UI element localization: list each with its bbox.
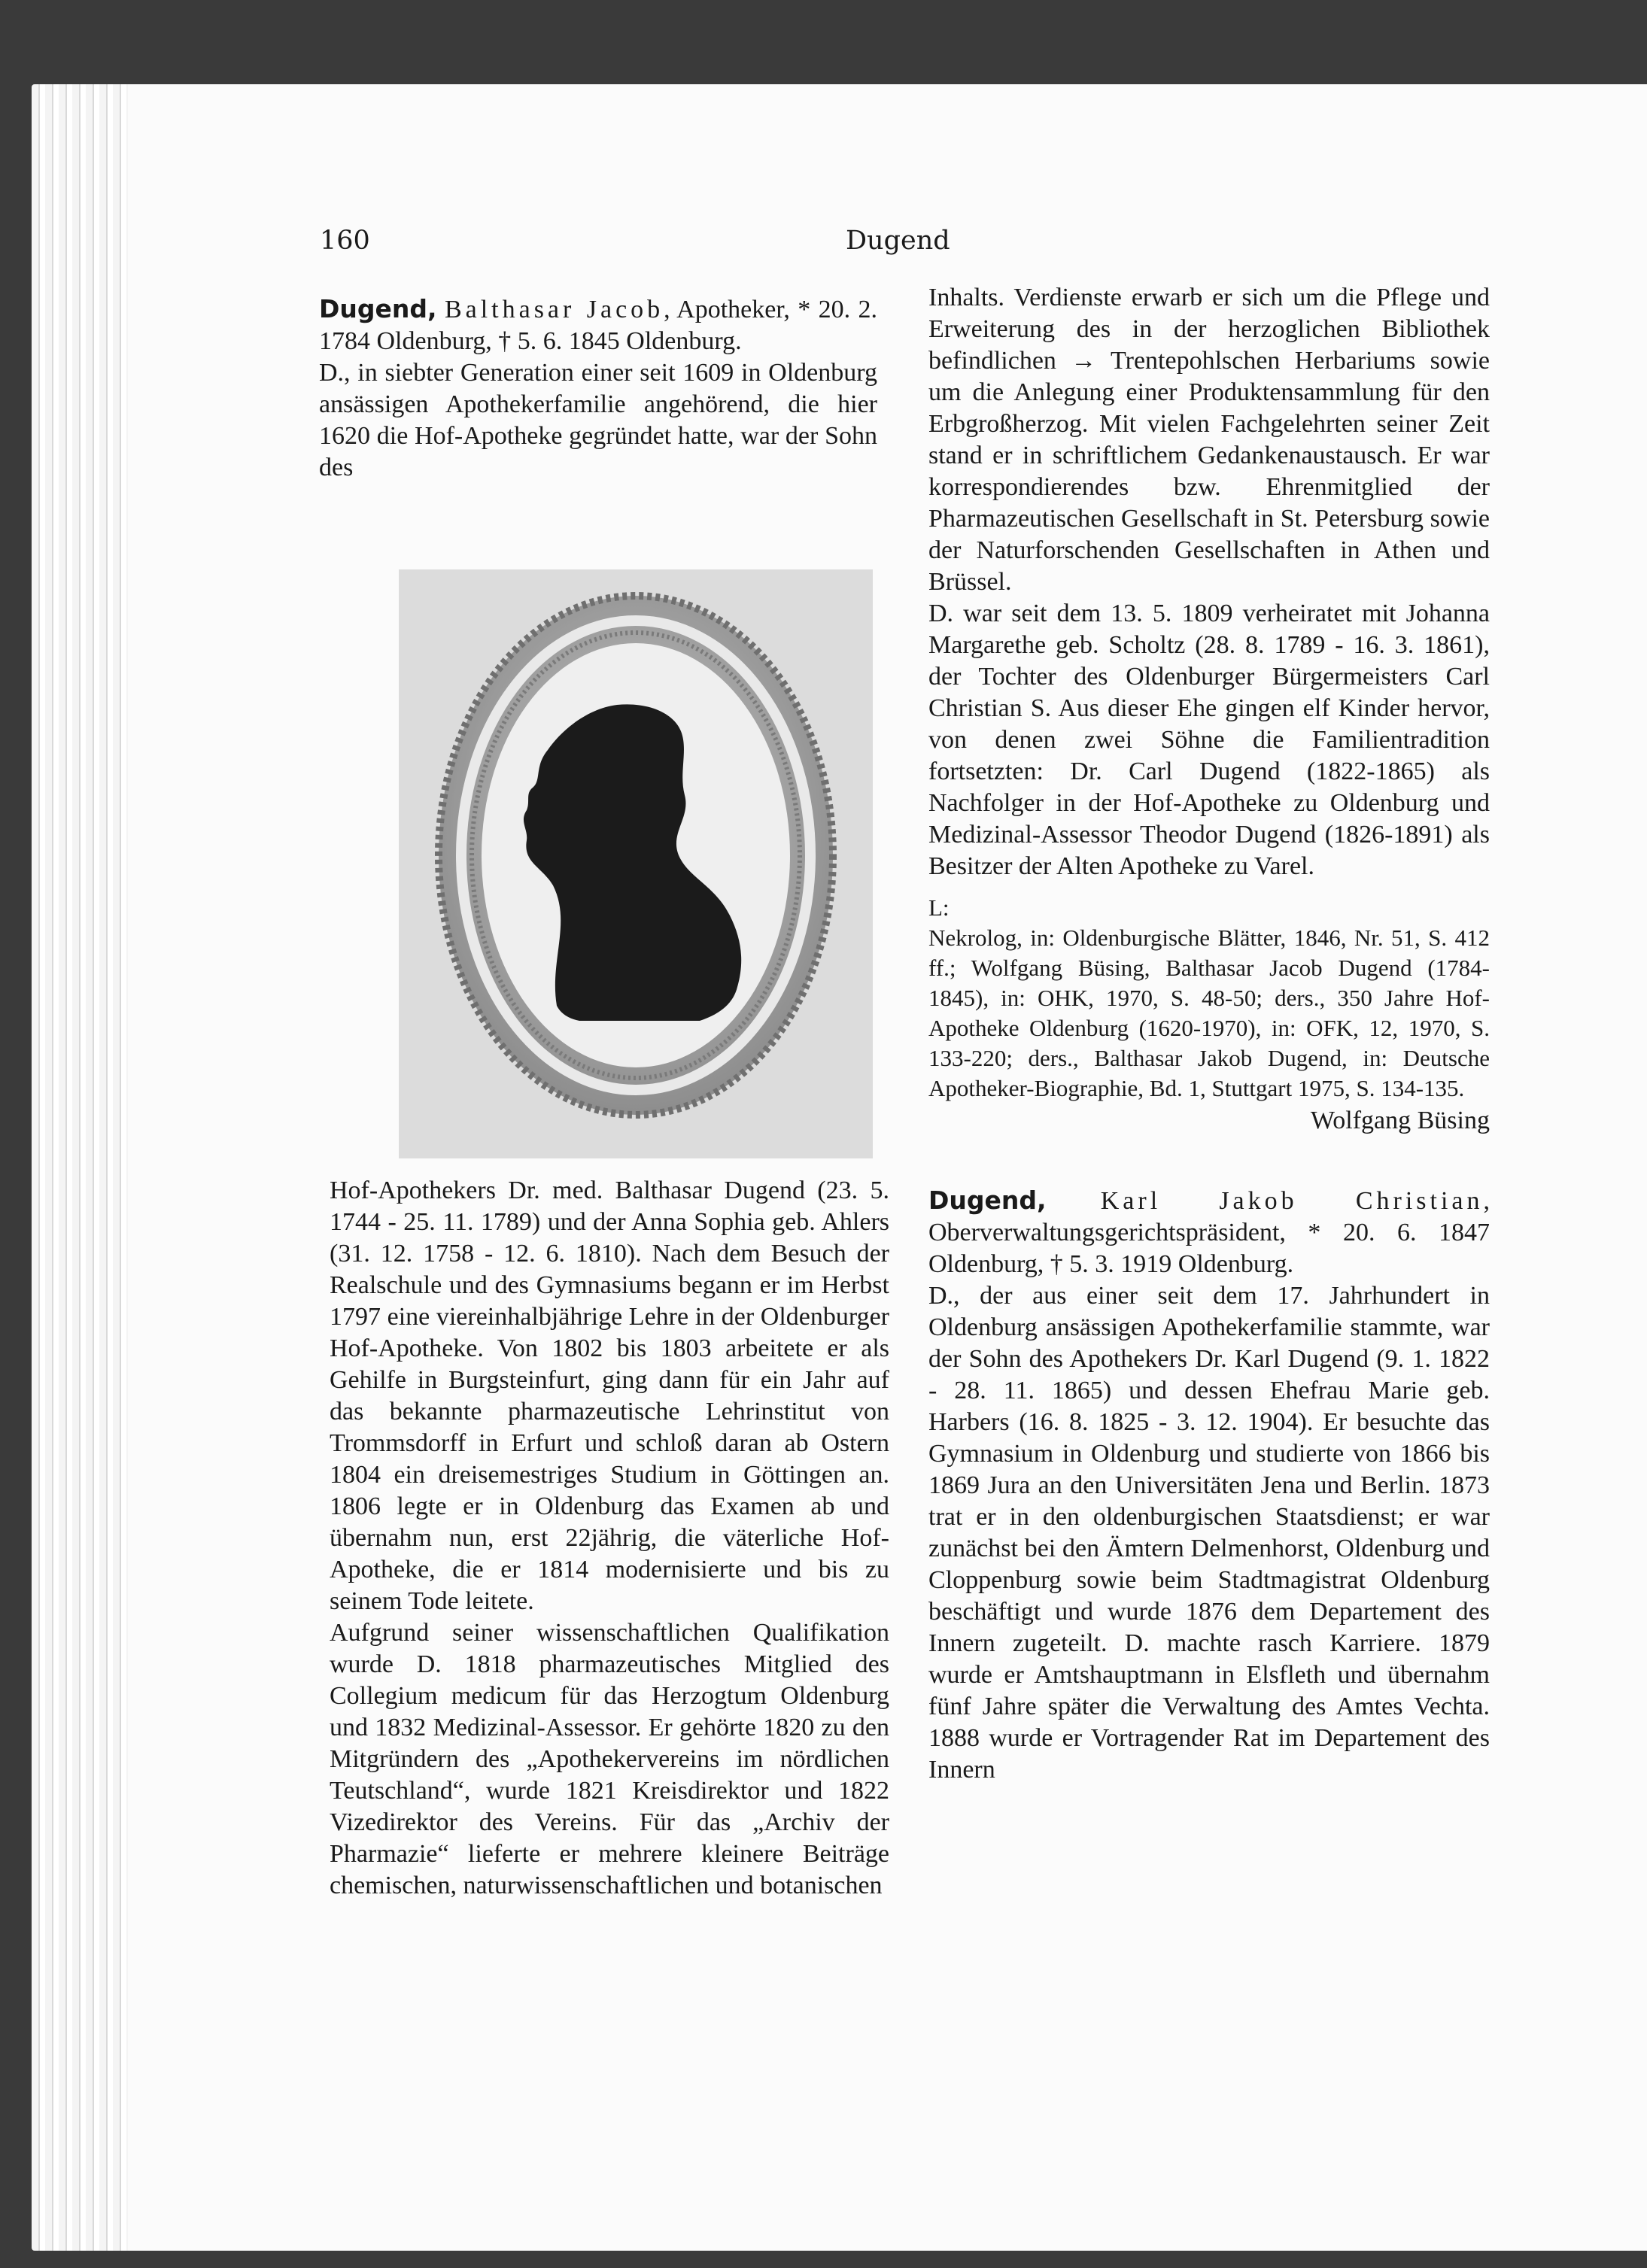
entry1-opening xyxy=(319,293,877,484)
page-number: 160 xyxy=(320,226,370,256)
entry2-para1: D., der aus einer seit dem 17. Jahrhundert in Oldenburg ansässigen Apothekerfamilie stammte, war der Sohn des Apothekers Dr. Karl Dugend (9. 1. 1822 - 28. 11. 1865) und dessen Ehefrau Marie geb. Harbers (16. 8. 1825 - 3. 12. 1904). Er besuchte das Gymnasium in Oldenburg und studierte von 1866 bis 1869 Jura an den Universitäten Jena und Berlin. 1873 trat er in den oldenburgischen Staatsdienst; er war zunächst bei den Ämtern Delmenhorst, Oldenburg und Cloppenburg sowie beim Stadtmagistrat Oldenburg beschäftigt und wurde 1876 dem Departement des Innern zugeteilt. D. machte rasch Karriere. 1879 wurde er Amtshauptmann in Elsfleth und übernahm fünf Jahre später die Verwaltung des Amtes Vechta. 1888 wurde er Vortragender Rat im Departement des Innern xyxy=(928,1282,1490,1784)
entry1-para2-cont: Inhalts. Verdienste erwarb er sich um die Pflege und Erweiterung des in der herzoglichen Bibliothek befindlichen → Trentepohlschen Herbariums sowie um die Anlegung einer Produktensammlung für den Erbgroßherzog. Mit vielen Fachgelehrten seiner Zeit stand er in schriftlichem Gedankenaustausch. Er war korrespondierendes bzw. Ehrenmitglied der Pharmazeutischen Gesellschaft in St. Petersburg sowie der Naturforschenden Gesellschaften in Athen und Brüssel. xyxy=(928,284,1490,596)
entry-separator xyxy=(928,1137,1490,1185)
entry1-literature-block xyxy=(928,893,1490,1104)
entry2-headword: Dugend, xyxy=(928,1186,1047,1215)
entry2-given-names: Karl Jakob Christian xyxy=(1100,1187,1484,1215)
entry1-given-names: Balthasar Jacob xyxy=(444,296,664,323)
entry2-intro: , Oberverwaltungsgerichtspräsident, * 20. 6. 1847 Oldenburg, † 5. 3. 1919 Oldenburg. xyxy=(928,1187,1490,1278)
entry1-para1-cont: Hof-Apothekers Dr. med. Balthasar Dugend (23. 5. 1744 - 25. 11. 1789) und der Anna Sophia geb. Ahlers (31. 12. 1758 - 12. 6. 1810). Nach dem Besuch der Realschule und des Gymnasiums begann er im Herbst 1797 eine viereinhalbjährige Lehre in der Oldenburger Hof-Apotheke. Von 1802 bis 1803 arbeitete er als Gehilfe in Burgsteinfurt, ging dann für ein Jahr auf das bekannte pharmazeutische Lehrinstitut von Trommsdorff in Erfurt und schloß daran ab Ostern 1804 ein dreisemestriges Studium in Göttingen an. 1806 legte er in Oldenburg das Examen ab und übernahm nun, erst 22jährig, die väterliche Hof-Apotheke, die er 1814 modernisierte und bis zu seinem Tode leitete. xyxy=(330,1177,889,1615)
entry1-intro: , Apotheker, * 20. 2. 1784 Oldenburg, † 5. 6. 1845 Oldenburg. xyxy=(319,296,877,355)
entry2-heading xyxy=(928,1185,1490,1280)
entry1-headword: Dugend, xyxy=(319,294,437,323)
entry1-continuation xyxy=(330,1175,889,1902)
running-title: Dugend xyxy=(846,226,950,256)
entry1-literature: Nekrolog, in: Oldenburgische Blätter, 1846, Nr. 51, S. 412 ff.; Wolfgang Büsing, Balthasar Jacob Dugend (1784-1845), in: OHK, 1970, S. 48-50; ders., 350 Jahre Hof-Apotheke Oldenburg (1620-1970), in: OFK, 12, 1970, S. 133-220; ders., Balthasar Jakob Dugend, in: Deutsche Apotheker-Biographie, Bd. 1, Stuttgart 1975, S. 134-135. xyxy=(928,925,1490,1101)
entry1-heading xyxy=(319,293,877,357)
entry1-author: Wolfgang Büsing xyxy=(1310,1107,1490,1134)
literature-label: L: xyxy=(928,894,950,921)
entry1-para3: D. war seit dem 13. 5. 1809 verheiratet mit Johanna Margarethe geb. Scholtz (28. 8. 1789 - 16. 3. 1861), der Tochter des Oldenburger Bürgermeisters Carl Christian S. Aus dieser Ehe gingen elf Kinder hervor, von denen zwei Söhne die Familientradition fortsetzten: Dr. Carl Dugend (1822-1865) als Nachfolger in der Hof-Apotheke zu Oldenburg und Medizinal-Assessor Theodor Dugend (1826-1891) als Besitzer der Alten Apotheke zu Varel. xyxy=(928,600,1490,880)
entry1-para2: Aufgrund seiner wissenschaftlichen Qualifikation wurde D. 1818 pharmazeutisches Mitglied des Collegium medicum für das Herzogtum Oldenburg und 1832 Medizinal-Assessor. Er gehörte 1820 zu den Mitgründern des „Apothekervereins im nördlichen Teutschland“, wurde 1821 Kreisdirektor und 1822 Vizedirektor des Vereins. Für das „Archiv der Pharmazie“ lieferte er mehrere kleinere Beiträge chemischen, naturwissenschaftlichen und botanischen xyxy=(330,1619,889,1899)
entry1-para1: D., in siebter Generation einer seit 1609 in Oldenburg ansässigen Apothekerfamilie angehörend, die hier 1620 die Hof-Apotheke gegründet hatte, war der Sohn des xyxy=(319,359,877,481)
silhouette-portrait xyxy=(399,569,873,1158)
right-column xyxy=(928,282,1490,1786)
